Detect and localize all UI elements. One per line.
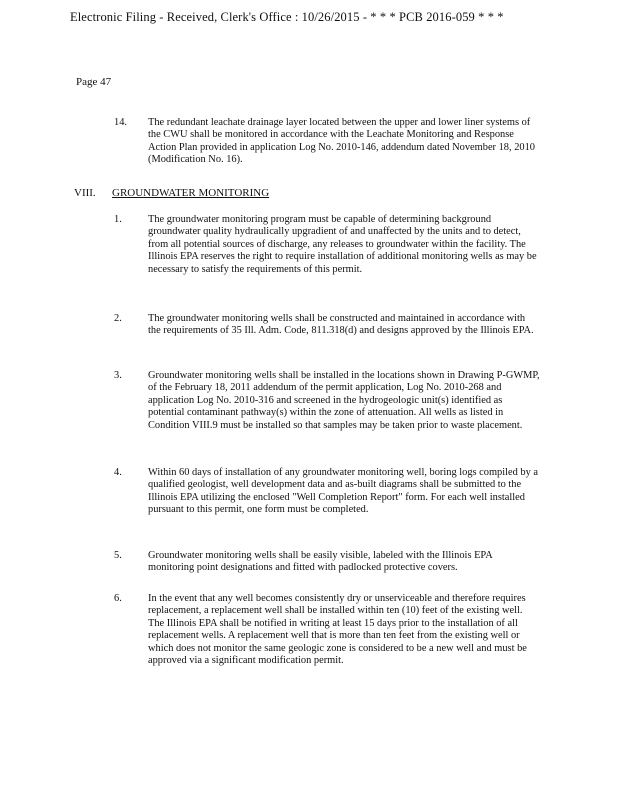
condition-number: 5. bbox=[114, 550, 122, 561]
condition-text: In the event that any well becomes consistently dry or unserviceable and therefore requires replacement, a replacement well shall be installed within ten (10) feet of the existing well. The Illinois EPA shall be notified in writing at least 15 days prior to the installation of all replacement wells. A replacement well that is more than ten feet from the existing well or which does not monitor the same geologic zone is considered to be a new well and must be approved via a significant modification permit. bbox=[148, 593, 527, 667]
condition-number: 14. bbox=[114, 117, 127, 128]
section-title: GROUNDWATER MONITORING bbox=[112, 187, 270, 199]
condition-number: 2. bbox=[114, 313, 122, 324]
condition-number: 6. bbox=[114, 593, 122, 604]
section-number: VIII. bbox=[74, 187, 96, 199]
condition-text: The groundwater monitoring wells shall be constructed and maintained in accordance with the requirements of 35 Ill. Adm. Code, 811.318(d) and designs approved by the Illinois EPA. bbox=[148, 313, 534, 337]
condition-text: Within 60 days of installation of any groundwater monitoring well, boring logs compiled by a qualified geologist, well development data and as-built diagrams shall be submitted to the Illinois EPA utilizing the enclosed "Well Completion Report" form. For each well installed pursuant to this permit, one form must be completed. bbox=[148, 467, 539, 516]
condition-number: 1. bbox=[114, 214, 122, 225]
condition-text: Groundwater monitoring wells shall be easily visible, labeled with the Illinois EPA monitoring point designations and fitted with padlocked protective covers. bbox=[148, 550, 493, 574]
condition-text: The groundwater monitoring program must be capable of determining background groundwater quality hydraulically upgradient of and unaffected by the units and to detect, from all potential sources of discharge, any releases to groundwater within the facility. The Illinois EPA reserves the right to require installation of additional monitoring wells as may be necessary to satisfy the requirements of this permit. bbox=[148, 214, 537, 275]
condition-number: 3. bbox=[114, 370, 122, 381]
page-number: Page 47 bbox=[76, 76, 112, 88]
filing-header: Electronic Filing - Received, Clerk's Office : 10/26/2015 - * * * PCB 2016-059 * * * bbox=[70, 10, 504, 24]
condition-number: 4. bbox=[114, 467, 122, 478]
condition-text: The redundant leachate drainage layer located between the upper and lower liner systems of the CWU shall be monitored in accordance with the Leachate Monitoring and Response Action Plan provided in application Log No. 2010-146, addendum dated November 18, 2010 (Modification No. 16). bbox=[148, 117, 535, 166]
condition-text: Groundwater monitoring wells shall be installed in the locations shown in Drawing P-GWMP, of the February 18, 2011 addendum of the permit application, Log No. 2010-268 and application Log No. 2010-316 and screened in the hydrogeologic unit(s) identified as potential contaminant pathway(s) within the zone of attenuation. All wells as listed in Condition VIII.9 must be installed so that samples may be taken prior to waste placement. bbox=[148, 370, 540, 431]
